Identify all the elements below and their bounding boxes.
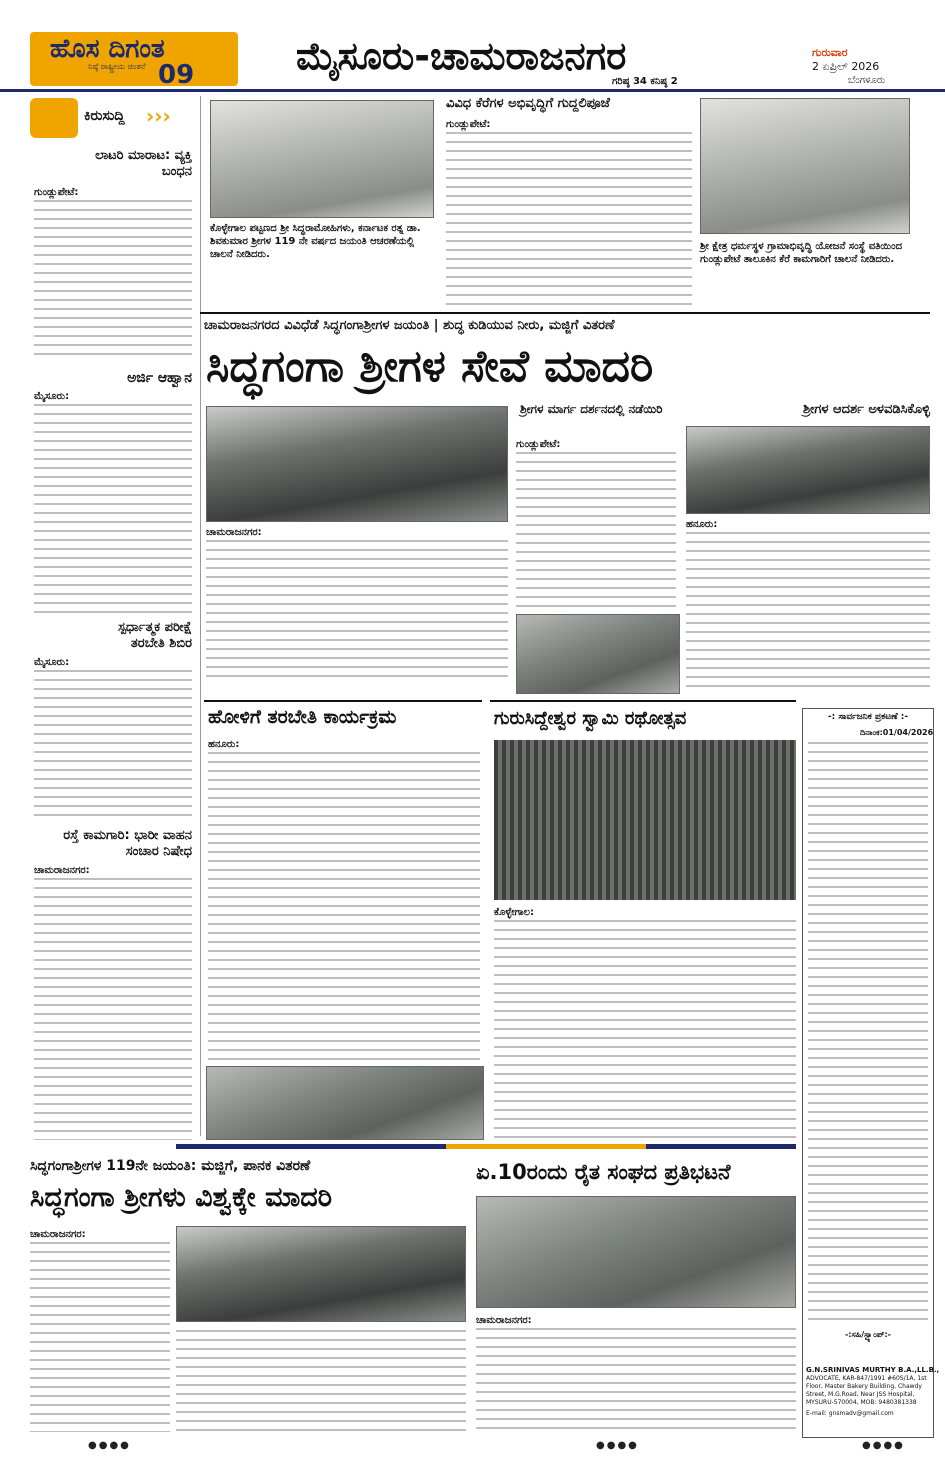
edition-day: ಗುರುವಾರ [812,46,848,59]
registration-marks: ●●●● [862,1440,905,1451]
news-photo [206,406,508,522]
photo-caption: ಶ್ರೀ ಕ್ಷೇತ್ರ ಧರ್ಮಸ್ಥಳ ಗ್ರಾಮಾಭಿವೃದ್ಧಿ ಯೋಜನೆ ಸಂಸ್ಥೆ ವತಿಯಿಂದ ಗುಂಡ್ಲುಪೇಟೆ ತಾಲೂಕಿನ ಕೆರೆ ಕಾಮಗಾರಿಗೆ ಚಾಲನೆ ನೀಡಿದರು. [700,241,903,265]
brief-dateline: ಮೈಸೂರು: [34,391,70,402]
brief-body [34,404,192,614]
brief-body [34,878,192,1140]
top-story-body [446,132,692,308]
edition-date: 2 ಏಪ್ರಿಲ್ 2026 [812,60,880,73]
logo-text: ಹೊಸ ದಿಗಂತ [50,34,165,64]
bottom-left-body [30,1242,170,1432]
news-photo [210,100,434,218]
edition-city: ಬೆಂಗಳೂರು [848,75,886,86]
brief-title: ಅರ್ಜಿ ಆಹ್ವಾನ [127,370,192,386]
bottom-right-dateline: ಚಾಮರಾಜನಗರ: [476,1315,532,1326]
hand-icon [30,98,78,138]
section-rule [490,700,796,702]
news-photo [176,1226,466,1322]
temperature-label: ಗರಿಷ್ಠ 34 ಕನಿಷ್ಠ 2 [612,76,678,87]
advocate-address: ADVOCATE, KAR-847/1991 #60S/1A, 1st [806,1375,927,1382]
section-title: ಮೈಸೂರು-ಚಾಮರಾಜನಗರ [296,34,627,78]
bottom-left-headline: ಸಿದ್ಧಗಂಗಾ ಶ್ರೀಗಳು ವಿಶ್ವಕ್ಕೇ ಮಾದರಿ [30,1182,333,1213]
brief-dateline: ಚಾಮರಾಜನಗರ: [34,865,90,876]
section-bar [646,1144,796,1149]
kirusuddi-label: ಕಿರುಸುದ್ದಿ [84,108,125,124]
news-photo [476,1196,796,1308]
advocate-address: Street, M.G.Road, Near JSS Hospital, [806,1391,915,1398]
section-rule [200,312,930,314]
news-photo [206,1066,484,1140]
notice-footer-title: -:ಸಹಿ/ಸ್ಟ್ಯಾಂಪ್:- [844,1330,892,1339]
bottom-left-body [176,1330,466,1434]
ratha-body [494,920,796,1142]
bottom-right-headline: ಏ.10ರಂದು ರೈತ ಸಂಘದ ಪ್ರತಿಭಟನೆ [476,1160,731,1184]
lead-kicker: ಚಾಮರಾಜನಗರದ ವಿವಿಧೆಡೆ ಸಿದ್ಧಗಂಗಾಶ್ರೀಗಳ ಜಯಂತಿ | ಶುದ್ಧ ಕುಡಿಯುವ ನೀರು, ಮಜ್ಜಿಗೆ ವಿತರಣೆ [204,318,615,333]
brief-body [34,670,192,820]
news-photo [686,426,930,514]
bottom-right-body [476,1328,796,1434]
brief-dateline: ಮೈಸೂರು: [34,657,70,668]
lead-dateline: ಹನೂರು: [686,519,718,530]
top-story-headline: ವಿವಿಧ ಕೆರೆಗಳ ಅಭಿವೃದ್ಧಿಗೆ ಗುದ್ದಲಿಪೂಜೆ [446,96,610,111]
page-number: 09 [158,60,195,90]
holi-dateline: ಹನೂರು: [208,739,240,750]
holi-headline: ಹೋಳಿಗೆ ತರಬೇತಿ ಕಾರ್ಯಕ್ರಮ [208,706,397,728]
news-photo [700,98,910,234]
lead-headline: ಸಿದ್ಧಗಂಗಾ ಶ್ರೀಗಳ ಸೇವೆ ಮಾದರಿ [206,341,654,392]
ratha-dateline: ಕೊಳ್ಳೇಗಾಲ: [494,907,535,918]
advocate-email: E-mail: gnsmadv@gmail.com [806,1410,894,1417]
lead-body [686,532,930,692]
bottom-left-dateline: ಚಾಮರಾಜನಗರ: [30,1229,86,1240]
notice-date: ದಿನಾಂಕ:01/04/2026 [860,728,934,737]
brief-title: ಲಾಟರಿ ಮಾರಾಟ: ವ್ಯಕ್ತಿ ಬಂಧನ [95,148,192,179]
photo-caption: ಕೊಳ್ಳೇಗಾಲ ಪಟ್ಟಣದ ಶ್ರೀ ಸಿದ್ಧರಾಮೋಹಿಗಳು, ಕರ್ನಾಟಕ ರತ್ನ ಡಾ. ಶಿವಕುಮಾರ ಶ್ರೀಗಳ 119 ನೇ ವರ್ಷದ ಜಯಂತಿ ಆಚರಣೆಯಲ್ಲಿ ಚಾಲನೆ ನೀಡಿದರು. [210,223,421,260]
registration-marks: ●●●● [596,1440,639,1451]
notice-body [808,742,928,1322]
news-photo [494,740,796,900]
chevron-right-icon: ››› [146,104,171,128]
holi-body [208,752,480,1064]
top-story-dateline: ಗುಂಡ್ಲುಪೇಟೆ: [446,119,491,130]
advocate-name: G.N.SRINIVAS MURTHY B.A.,LL.B., [806,1366,940,1374]
brief-title: ಸ್ಪರ್ಧಾತ್ಮಕ ಪರೀಕ್ಷೆ ತರಬೇತಿ ಶಿಬಿರ [118,620,192,651]
advocate-address: Floor, Master Bakery Building, Chawdy [806,1383,922,1390]
section-bar [176,1144,446,1149]
lead-dateline: ಚಾಮರಾಜನಗರ: [206,527,262,538]
bottom-left-kicker: ಸಿದ್ಧಗಂಗಾಶ್ರೀಗಳ 119ನೇ ಜಯಂತಿ: ಮಜ್ಜಿಗೆ, ಪಾನಕ ವಿತರಣೆ [30,1158,311,1174]
brief-dateline: ಗುಂಡ್ಲುಪೇಟೆ: [34,187,79,198]
logo-tagline: ನಿಷ್ಠೆ ರಾಷ್ಟ್ರೀಯ ಚಿಂತನೆ [88,62,146,71]
lead-dateline: ಗುಂಡ್ಲುಪೇಟೆ: [516,439,561,450]
lead-subhead: ಶ್ರೀಗಳ ಆದರ್ಶ ಅಳವಡಿಸಿಕೊಳ್ಳಿ [802,402,930,417]
section-bar [446,1144,646,1149]
lead-body [206,540,508,680]
lead-body [516,452,676,612]
brief-title: ರಸ್ತೆ ಕಾಮಗಾರಿ: ಭಾರೀ ವಾಹನ ಸಂಚಾರ ನಿಷೇಧ [63,828,192,859]
news-photo [516,614,680,694]
column-divider [200,96,201,1136]
notice-title: -: ಸಾರ್ವಜನಿಕ ಪ್ರಕಟಣೆ :- [827,712,909,722]
section-rule [204,700,482,702]
lead-subhead: ಶ್ರೀಗಳ ಮಾರ್ಗ ದರ್ಶನದಲ್ಲಿ ನಡೆಯಿರಿ [520,402,663,416]
brief-body [34,200,192,360]
registration-marks: ●●●● [88,1440,131,1451]
advocate-address: MYSURU-570004, MOB: 9480381338 [806,1399,917,1406]
ratha-headline: ಗುರುಸಿದ್ದೇಶ್ವರ ಸ್ವಾಮಿ ರಥೋತ್ಸವ [494,708,687,729]
